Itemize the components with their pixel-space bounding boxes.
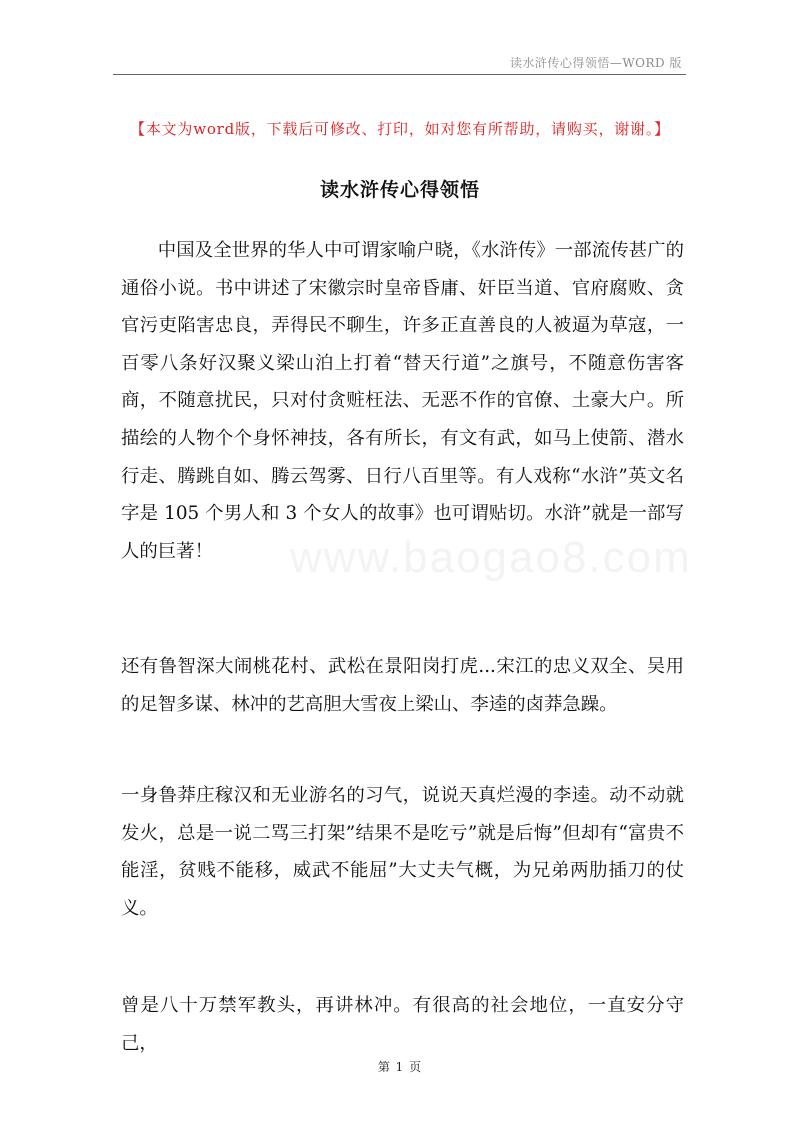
purchase-notice: 【本文为word版，下载后可修改、打印，如对您有所帮助，请购买，谢谢。】 xyxy=(130,120,670,138)
paragraph-1: 中国及全世界的华人中可谓家喻户晓，《水浒传》一部流传甚广的通俗小说。书中讲述了宋徽宗时皇帝昏庸、奸臣当道、官府腐败、贪官污吏陷害忠良，弄得民不聊生，许多正直善良的人被逼为草寇，一百零八条好汉聚义梁山泊上打着“替天行道”之旗号，不随意伤害客商，不随意扰民，只对付贪赃枉法、无恶不作的官僚、土豪大户。所描绘的人物个个身怀神技，各有所长，有文有武，如马上使箭、潜水行走、腾跳自如、腾云驾雾、日行八百里等。有人戏称“水浒”英文名字是 105 个男人和 3 个女人的故事》也可谓贴切。水浒”就是一部写人的巨著！ xyxy=(121,240,684,562)
page-number: 第 1 页 xyxy=(377,1060,423,1074)
watermark: www.baogao8.com xyxy=(290,533,692,582)
page-title: 读水浒传心得领悟 xyxy=(319,179,480,201)
header-divider xyxy=(113,74,686,75)
paragraph-2: 还有鲁智深大闹桃花村、武松在景阳岗打虎...宋江的忠义双全、吴用的足智多谋、林冲的艺高胆大雪夜上梁山、李逵的卤莽急躁。 xyxy=(121,656,684,715)
paragraph-4: 曾是八十万禁军教头，再讲林冲。有很高的社会地位，一直安分守己， xyxy=(121,995,684,1054)
running-header: 读水浒传心得领悟—WORD 版 xyxy=(509,56,682,70)
paragraph-3: 一身鲁莽庄稼汉和无业游名的习气，说说天真烂漫的李逵。动不动就发火，总是一说二骂三打架”结果不是吃亏”就是后悔”但却有“富贵不能淫，贫贱不能移，威武不能屈”大丈夫气概，为兄弟两肋插刀的仗义。 xyxy=(121,785,684,919)
